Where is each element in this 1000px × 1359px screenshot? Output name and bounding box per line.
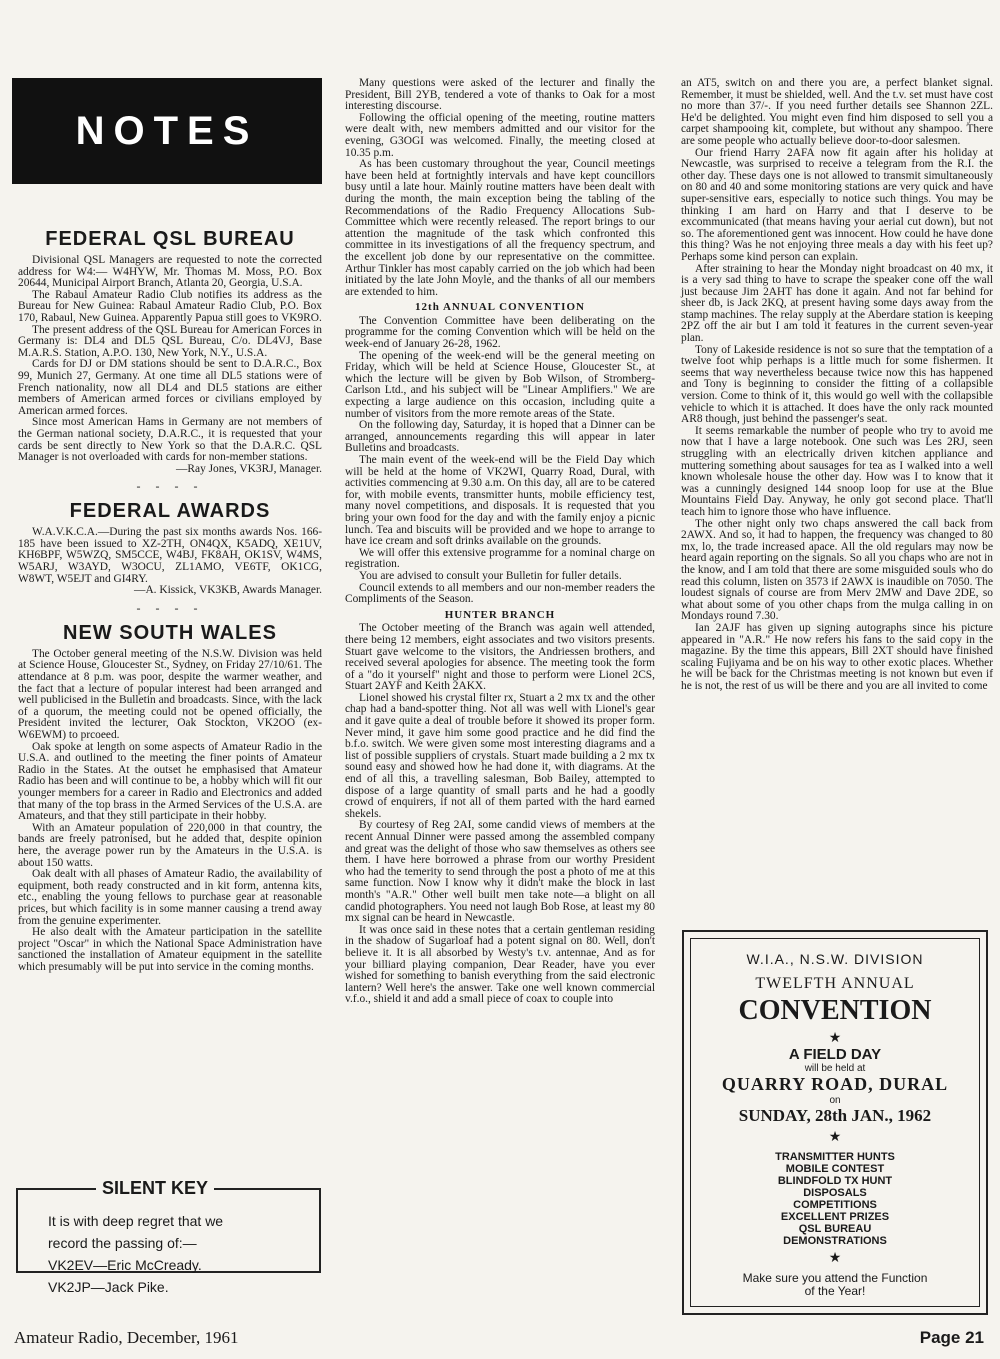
silent-key-line: It is with deep regret that we — [48, 1213, 224, 1229]
ad-event: BLINDFOLD TX HUNT — [777, 1175, 893, 1187]
ad-event: MOBILE CONTEST — [785, 1163, 885, 1175]
ad-twelfth-annual: TWELFTH ANNUAL — [755, 975, 915, 992]
ad-note — [691, 1272, 979, 1298]
paragraph: By courtesy of Reg 2AI, some candid views of members at the recent Annual Dinner were passed among the assembled company and great was the delight of those who saw themselves as others see them. I have here borrowed a phrase from our worthy President who had the temerity to send through the post a photo of me at this same function. Now I know why it didn't make the block in last month's "A.R." Other well built men take note—a blight on all candid photographers. You need not laugh Bob Rose, at least my 80 mx signal can be heard in Newcastle. — [345, 819, 655, 925]
ad-event: DISPOSALS — [803, 1187, 867, 1199]
paragraph: Oak dealt with all phases of Amateur Radio, the availability of equipment, both ready constructed and in kit form, antenna kits, etc., enabling the young fellows to purchase gear at reasonable prices, but which facility is in some manner causing a trend away from the genuine experimenter. — [18, 868, 322, 927]
ad-event: COMPETITIONS — [793, 1199, 877, 1211]
silent-key-body — [18, 1190, 319, 1298]
star-icon: ★ — [828, 1128, 842, 1144]
divider: - - - - — [136, 600, 204, 615]
silent-key-entry: VK2EV—Eric McCready. — [48, 1257, 202, 1273]
paragraph: The present address of the QSL Bureau for American Forces in Germany is: DL4 and DL5 QSL Bureau, C/o. DL4VJ, Base M.A.R.S. Station, A.P.O. 130, New York, N.Y., U.S.A. — [18, 323, 322, 359]
star-icon: ★ — [828, 1029, 842, 1045]
divider: - - - - — [136, 479, 204, 494]
paragraph: Since most American Hams in Germany are not members of the German national society, D.A.R.C., it is requested that your cards be sent directly to New York so that the D.A.R.C. QSL Manager is not overloaded with cards for non-member stations. — [18, 416, 322, 464]
paragraph: The Convention Committee have been deliberating on the programme for the coming Convention which will be held on the week-end of January 26-28, 1962. — [345, 314, 655, 351]
qsl-body — [18, 255, 322, 464]
nsw-heading: NEW SOUTH WALES — [63, 621, 277, 644]
ad-location: QUARRY ROAD, DURAL — [721, 1074, 949, 1094]
middle-body — [345, 78, 655, 1006]
paragraph: The main event of the week-end will be the Field Day which will be held at the home of VK2WI, Quarry Road, Dural, with activities commencing at 9.30 a.m. On this day, all are to be catered for, with mobile events, transmitter hunts, mobile efficiency test, many novel competitions, and disposals. It is requested that you bring your own food for the day and with the family enjoy a picnic lunch. Tea and biscuits will be provided and we hope to arrange to have ice cream and soft drinks available on the grounds. — [345, 454, 655, 548]
paragraph: Our friend Harry 2AFA now fit again after his holiday at Newcastle, was surprised to receive a telegram from the R.I. the other day. These days one is not allowed to transmit simultaneously on 80 and 40 and some monitoring stations are very quick and have super-sensitive ears, especially to notice such things. You may be thinking I am hard on Harry and that I deserve to be excommunicated (that means having your aerial cut down), but not so. The aforementioned gent was innocent. How could he have done this thing? Was he not enjoying three meals a day with his feet up? Perhaps some kind person can explain. — [681, 146, 993, 263]
nsw-body — [18, 649, 322, 974]
paragraph: The opening of the week-end will be the general meeting on Friday, which will be held at Science House, Gloucester St., at which the lecture will be given by Bob Wilson, of Stromberg-Carlson Ltd., and his subject will be "Linear Amplifiers." We are expecting a large audience on this occasion, including quite a number of visitors from the more remote areas of the State. — [345, 349, 655, 420]
paragraph: Cards for DJ or DM stations should be sent to D.A.R.C., Box 99, Munich 27, Germany. At one time all DL5 stations were of French nationality, now all DL4 and DL5 stations are either members of American armed forces or civilians employed by American armed forces. — [18, 358, 322, 417]
paragraph: On the following day, Saturday, it is hoped that a Dinner can be arranged, announcements regarding this will appear in later Bulletins and broadcasts. — [345, 419, 655, 455]
paragraph: It seems remarkable the number of people who try to avoid me now that I have a large notebook. One such was Les 2RJ, seen struggling with an electrically driven kitchen appliance and muttering something about sausages for tea as I walked into a well known wholesale house the other day. How was I to know that it was a cunningly designed 144 snoop loop for use at the Blue Mountains Field Day. Anyway, he only got second place. That'll teach him to ignore those who have influence. — [681, 424, 993, 518]
paragraph: an AT5, switch on and there you are, a perfect blanket signal. Remember, it must be shielded, well. And the t.v. set must have cost no more than 37/-. If you need further details see Shannon 2ZL. He'd be delighted. You might even find him disposed to sell you a carpet shampooing kit, complete, but without any shampoo. There are some people who actually believe door-to-door salesmen. — [681, 77, 993, 147]
silent-key-line: record the passing of:— — [48, 1235, 197, 1251]
awards-signature: —A. Kissick, VK3KB, Awards Manager. — [134, 584, 322, 597]
star-icon: ★ — [828, 1249, 842, 1265]
ad-event: TRANSMITTER HUNTS — [775, 1151, 895, 1163]
paragraph: Divisional QSL Managers are requested to note the corrected address for W4:— W4HYW, Mr. Thomas M. Moss, P.O. Box 20644, Municipal Airport Branch, Atlanta 20, Georgia, U.S.A. — [18, 254, 322, 290]
paragraph: The October general meeting of the N.S.W. Division was held at Science House, Gloucester St., Sydney, on Friday 27/10/61. The attendance at 8 p.m. was poor, despite the warmer weather, and the fact that a lecture of popular interest had been arranged and well publicised in the Bulletin and broadcasts. Since, with the lack of a quorum, the meeting could not be opened officially, the President invited the lecturer, Oak Stockton, VK2OO (ex-W6EWM) to prcoeed. — [18, 647, 323, 741]
ad-event: DEMONSTRATIONS — [783, 1235, 887, 1247]
ad-division: W.I.A., N.S.W. DIVISION — [746, 951, 924, 967]
qsl-signature: —Ray Jones, VK3RJ, Manager. — [176, 462, 322, 475]
paragraph: Tony of Lakeside residence is not so sure that the temptation of a twelve foot whip perhaps is a little much for some fishermen. It seems that way nevertheless because twice now this has happened and Tony is beginning to consider the fitting of a collapsible version. Come to think of it, this would go well with the collapsible vehicle to which it is attached. It does have the only rack mounted AR8 though, just behind the passenger's seat. — [681, 343, 993, 426]
advertisement-inner-border — [690, 938, 980, 1307]
paragraph: Council extends to all members and our non-member readers the Compliments of the Season. — [345, 581, 655, 606]
silent-key-title: SILENT KEY — [96, 1178, 214, 1199]
silent-key-entry: VK2JP—Jack Pike. — [48, 1279, 169, 1295]
paragraph: Lionel showed his crystal filter rx, Stuart a 2 mx tx and the other chap had a band-spotter thing. Not all was well with Lionel's gear and it gave quite a deal of trouble before it showed its proper form. Never mind, it gave him some good practice and he did find the b.f.o. switch. We were given some most interesting diagrams and a list of possible suppliers of crystals. Stuart made building a 2 mx tx sound easy and showed how he had done it, with diagrams. At the end of all this, a travelling salesman, Bob Bailey, attempted to dispose of a large quantity of small parts and he had a goodly crowd of enquirers, if not all of them parted with the hard earned shekels. — [345, 691, 655, 820]
ad-event: EXCELLENT PRIZES — [780, 1211, 890, 1223]
paragraph: After straining to hear the Monday night broadcast on 40 mx, it is a very sad thing to have to scrape the speaker cone off the wall just because Jim 2AHT has done it again. And not far behind for sheer db, is Jack 2KQ, at present having some days away from the stamp machines. The relay supply at the Aberdare station is keeping 2PZ off the air but I am told it features in the current seven-year plan. — [681, 262, 993, 345]
convention-advertisement — [682, 930, 988, 1315]
paragraph: Many questions were asked of the lecturer and finally the President, Bill 2YB, tendered a vote of thanks to Oak for a most interesting discourse. — [345, 77, 655, 113]
paragraph: He also dealt with the Amateur participation in the satellite project "Oscar" in which the National Space Administration have sanctioned the installation of Amateur equipment in the satellite which presumably will be put into service in the coming months. — [18, 926, 322, 973]
ad-note-line: of the Year! — [804, 1284, 866, 1298]
paragraph: As has been customary throughout the year, Council meetings have been held at fortnightly intervals and have kept councillors busy until a late hour. Mainly routine matters have been dealt with during the month, the main exception being the tabling of the Recommendations of the Radio Frequency Allocations Sub-Committee which were recently released. The report brings to our attention the magnitude of the task which confronted this committee in its investigations of all the frequency spectrum, and the excellent job done by our representative on the committee. Arthur Tinkler has most capably carried on the job which had been initiated by the late John Moyle, and the thanks of all our members are extended to him. — [345, 158, 655, 298]
column-middle — [345, 78, 655, 1006]
silent-key-box — [16, 1178, 321, 1295]
paragraph: The October meeting of the Branch was again well attended, there being 12 members, eight associates and two visitors presents. Stuart gave welcome to the visitors, the Andriessen brothers, and received several apologies for absence. The meeting took the form of a "do it yourself" night and those to perform were Lionel 2CS, Stuart 2AYF and Keith 2AKX. — [345, 622, 655, 693]
federal-qsl-heading: FEDERAL QSL BUREAU — [45, 228, 295, 250]
ad-events-list — [691, 1151, 979, 1247]
federal-awards-heading: FEDERAL AWARDS — [69, 500, 271, 523]
ad-will-be-held: will be held at — [804, 1063, 866, 1074]
ad-event: QSL BUREAU — [798, 1223, 872, 1235]
column-left — [18, 228, 322, 973]
notes-banner: NOTES — [12, 78, 322, 184]
paragraph: Following the official opening of the meeting, routine matters were dealt with, new members admitted and our visitor for the evening, G3OGI was welcomed. Finally, the meeting closed at 10.35 p.m. — [345, 111, 655, 159]
convention-subheading: 12th ANNUAL CONVENTION — [415, 301, 585, 314]
paragraph: Ian 2AJF has given up signing autographs since his picture appeared in "A.R." He now refers his fans to the said copy in the magazine. By the time this appears, Bill 2XT should have finished scaling Fujiyama and be on his way to other exotic places. Whether he will be back for the Christmas meeting is not known but even if he is not, the rest of us will be there and you are all invited to come — [681, 621, 993, 692]
right-body — [681, 78, 993, 692]
paragraph: We will offer this extensive programme for a nominal charge on registration. — [345, 546, 655, 571]
paragraph: With an Amateur population of 220,000 in that country, the bands are freely patronised, but he added that, despite opinion here, the average power run by the Amateurs in the U.S.A. is about 150 watts. — [18, 821, 322, 869]
ad-date: SUNDAY, 28th JAN., 1962 — [738, 1106, 932, 1125]
footer-publication: Amateur Radio, December, 1961 — [14, 1328, 239, 1347]
hunter-branch-subheading: HUNTER BRANCH — [444, 608, 556, 621]
column-right — [681, 78, 993, 692]
footer-page-number: Page 21 — [919, 1328, 984, 1347]
awards-body — [18, 527, 322, 585]
ad-on: on — [829, 1095, 841, 1106]
ad-field-day: A FIELD DAY — [788, 1046, 882, 1063]
paragraph: It was once said in these notes that a certain gentleman residing in the shadow of Sugarloaf had a potent signal on 80. Well, don't believe it. It is all absorbed by Westy's t.v. antennae, And as for your billiard playing companion, Dear Reader, have you ever wished for something to banish everything from the said electronic lantern? Well here's the answer. Take one well known commercial v.f.o., shield it and add a small piece of coax to couple into — [345, 923, 655, 1006]
paragraph: Oak spoke at length on some aspects of Amateur Radio in the U.S.A. and outlined to the meeting the finer points of Amateur Radio in the States. At the outset he emphasised that Amateur Radio has been and will continue to be, a hobby which will fit our younger members for a career in Radio and Electronics and added that many of the top brass in the Armed Services of the U.S.A. are Amateurs, and that they still participate in their hobby. — [18, 740, 322, 823]
paragraph: The Rabaul Amateur Radio Club notifies its address as the Bureau for New Guinea: Rabaul Amateur Radio Club, P.O. Box 170, Rabaul, New Guinea. Apparently Papua still goes to VK9RO. — [18, 288, 322, 324]
paragraph: You are advised to consult your Bulletin for fuller details. — [359, 569, 622, 582]
paragraph: The other night only two chaps answered the call back from 2AWX. And so, it had to happen, the frequency was changed to 80 mx, lo, the trade increased apace. All the old regulars may now be heard again reporting on the signals. So all you chaps who are not in the know, and I am told that there are some misguided souls who do read this column, listen on 3573 if 2AWX is inaudible on 7050. The loudest signals of course are from Merv 2MW and Dave 2DE, so what about some of you other chaps from the mulga calling in on Mondays round 7.30. — [681, 517, 993, 623]
ad-note-line: Make sure you attend the Function — [742, 1271, 928, 1285]
paragraph: W.A.V.K.C.A.—During the past six months awards Nos. 166-185 have been issued to XZ-2TH, ON4QX, K5ADQ, XE1UV, KH6BPF, W5WZQ, SM5CCE, W4BJ, FK8AH, OK1SV, W4MS, W5ARJ, W3AYD, W3OCU, ZL1AMO, VE6TF, OK1CG, W8WT, W5EJT and GI4RY. — [18, 526, 322, 585]
ad-convention-title: CONVENTION — [738, 995, 932, 1026]
